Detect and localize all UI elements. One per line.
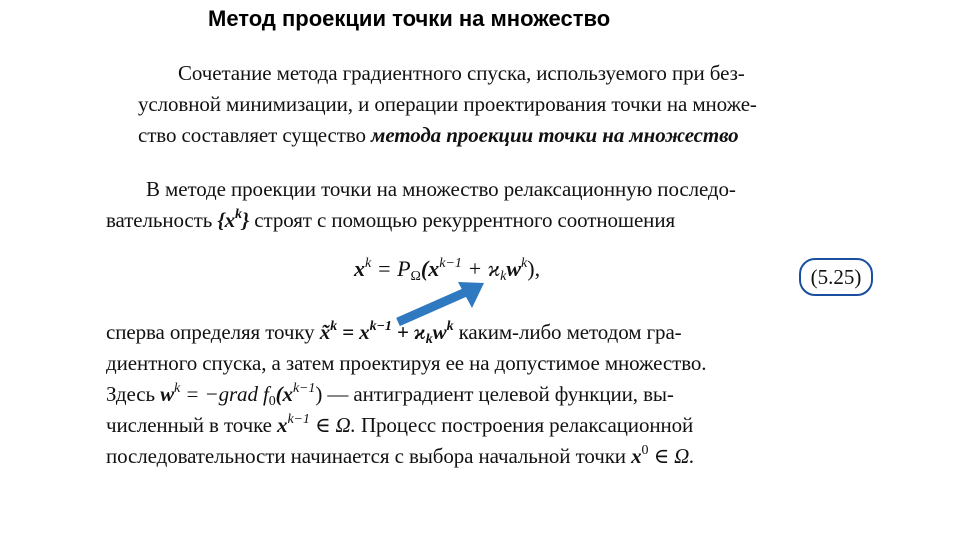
equation-number: (5.25) xyxy=(799,258,873,296)
paragraph-method-line-2-suffix: строят с помощью рекуррентного соотношения xyxy=(249,208,676,232)
method-name-emphasis: метода проекции точки на множество xyxy=(371,123,739,147)
intermediate-point-formula: x̃$^k$ = $x^{k-1} + ϰ_kw^k$ xyxy=(319,319,454,347)
paragraph-intro-line-3 xyxy=(138,120,757,151)
paragraph-explanation xyxy=(106,317,706,472)
recurrence-equation: $x^k = P_\Omega(x^{k-1} + ϰ_kw^k)$, xyxy=(354,256,541,284)
paragraph-explanation-line-2: диентного спуска, а затем проектируя ее на допустимое множество. xyxy=(106,351,707,375)
paragraph-explanation-line-4: численный в точке $x^{k-1}$ ∈ Ω. Процесс построения релаксационной xyxy=(106,412,694,437)
paragraph-intro-line-1: Сочетание метода градиентного спуска, используемого при без- xyxy=(178,61,745,85)
paragraph-intro-line-2: условной минимизации, и операции проектирования точки на множе- xyxy=(138,92,757,116)
slide-title: Метод проекции точки на множество xyxy=(208,6,611,31)
paragraph-intro-line-3-text: ство составляет существо xyxy=(138,123,372,147)
antigradient-formula: $w^k$ = −grad $f_0(x^{k-1})$ xyxy=(160,381,323,409)
paragraph-method-line-1: В методе проекции точки на множество релаксационную последо- xyxy=(146,177,736,201)
paragraph-method xyxy=(106,174,736,236)
paragraph-explanation-line-5: последовательности начинается с выбора начальной точки $x^0$ ∈ Ω. xyxy=(106,443,695,468)
paragraph-intro xyxy=(138,58,757,151)
paragraph-method-line-2-text: вательность xyxy=(106,208,218,232)
sequence-formula: $\{x^k\}$ xyxy=(217,207,250,232)
paragraph-explanation-line-1: сперва определяя точку x̃$^k$ = $x^{k-1} + ϰ_kw^k$ каким-либо методом гра- xyxy=(106,319,682,347)
paragraph-method-line-2 xyxy=(106,205,736,236)
paragraph-explanation-line-3: Здесь $w^k$ = −grad $f_0(x^{k-1})$ — антиградиент целевой функции, вы- xyxy=(106,381,674,409)
